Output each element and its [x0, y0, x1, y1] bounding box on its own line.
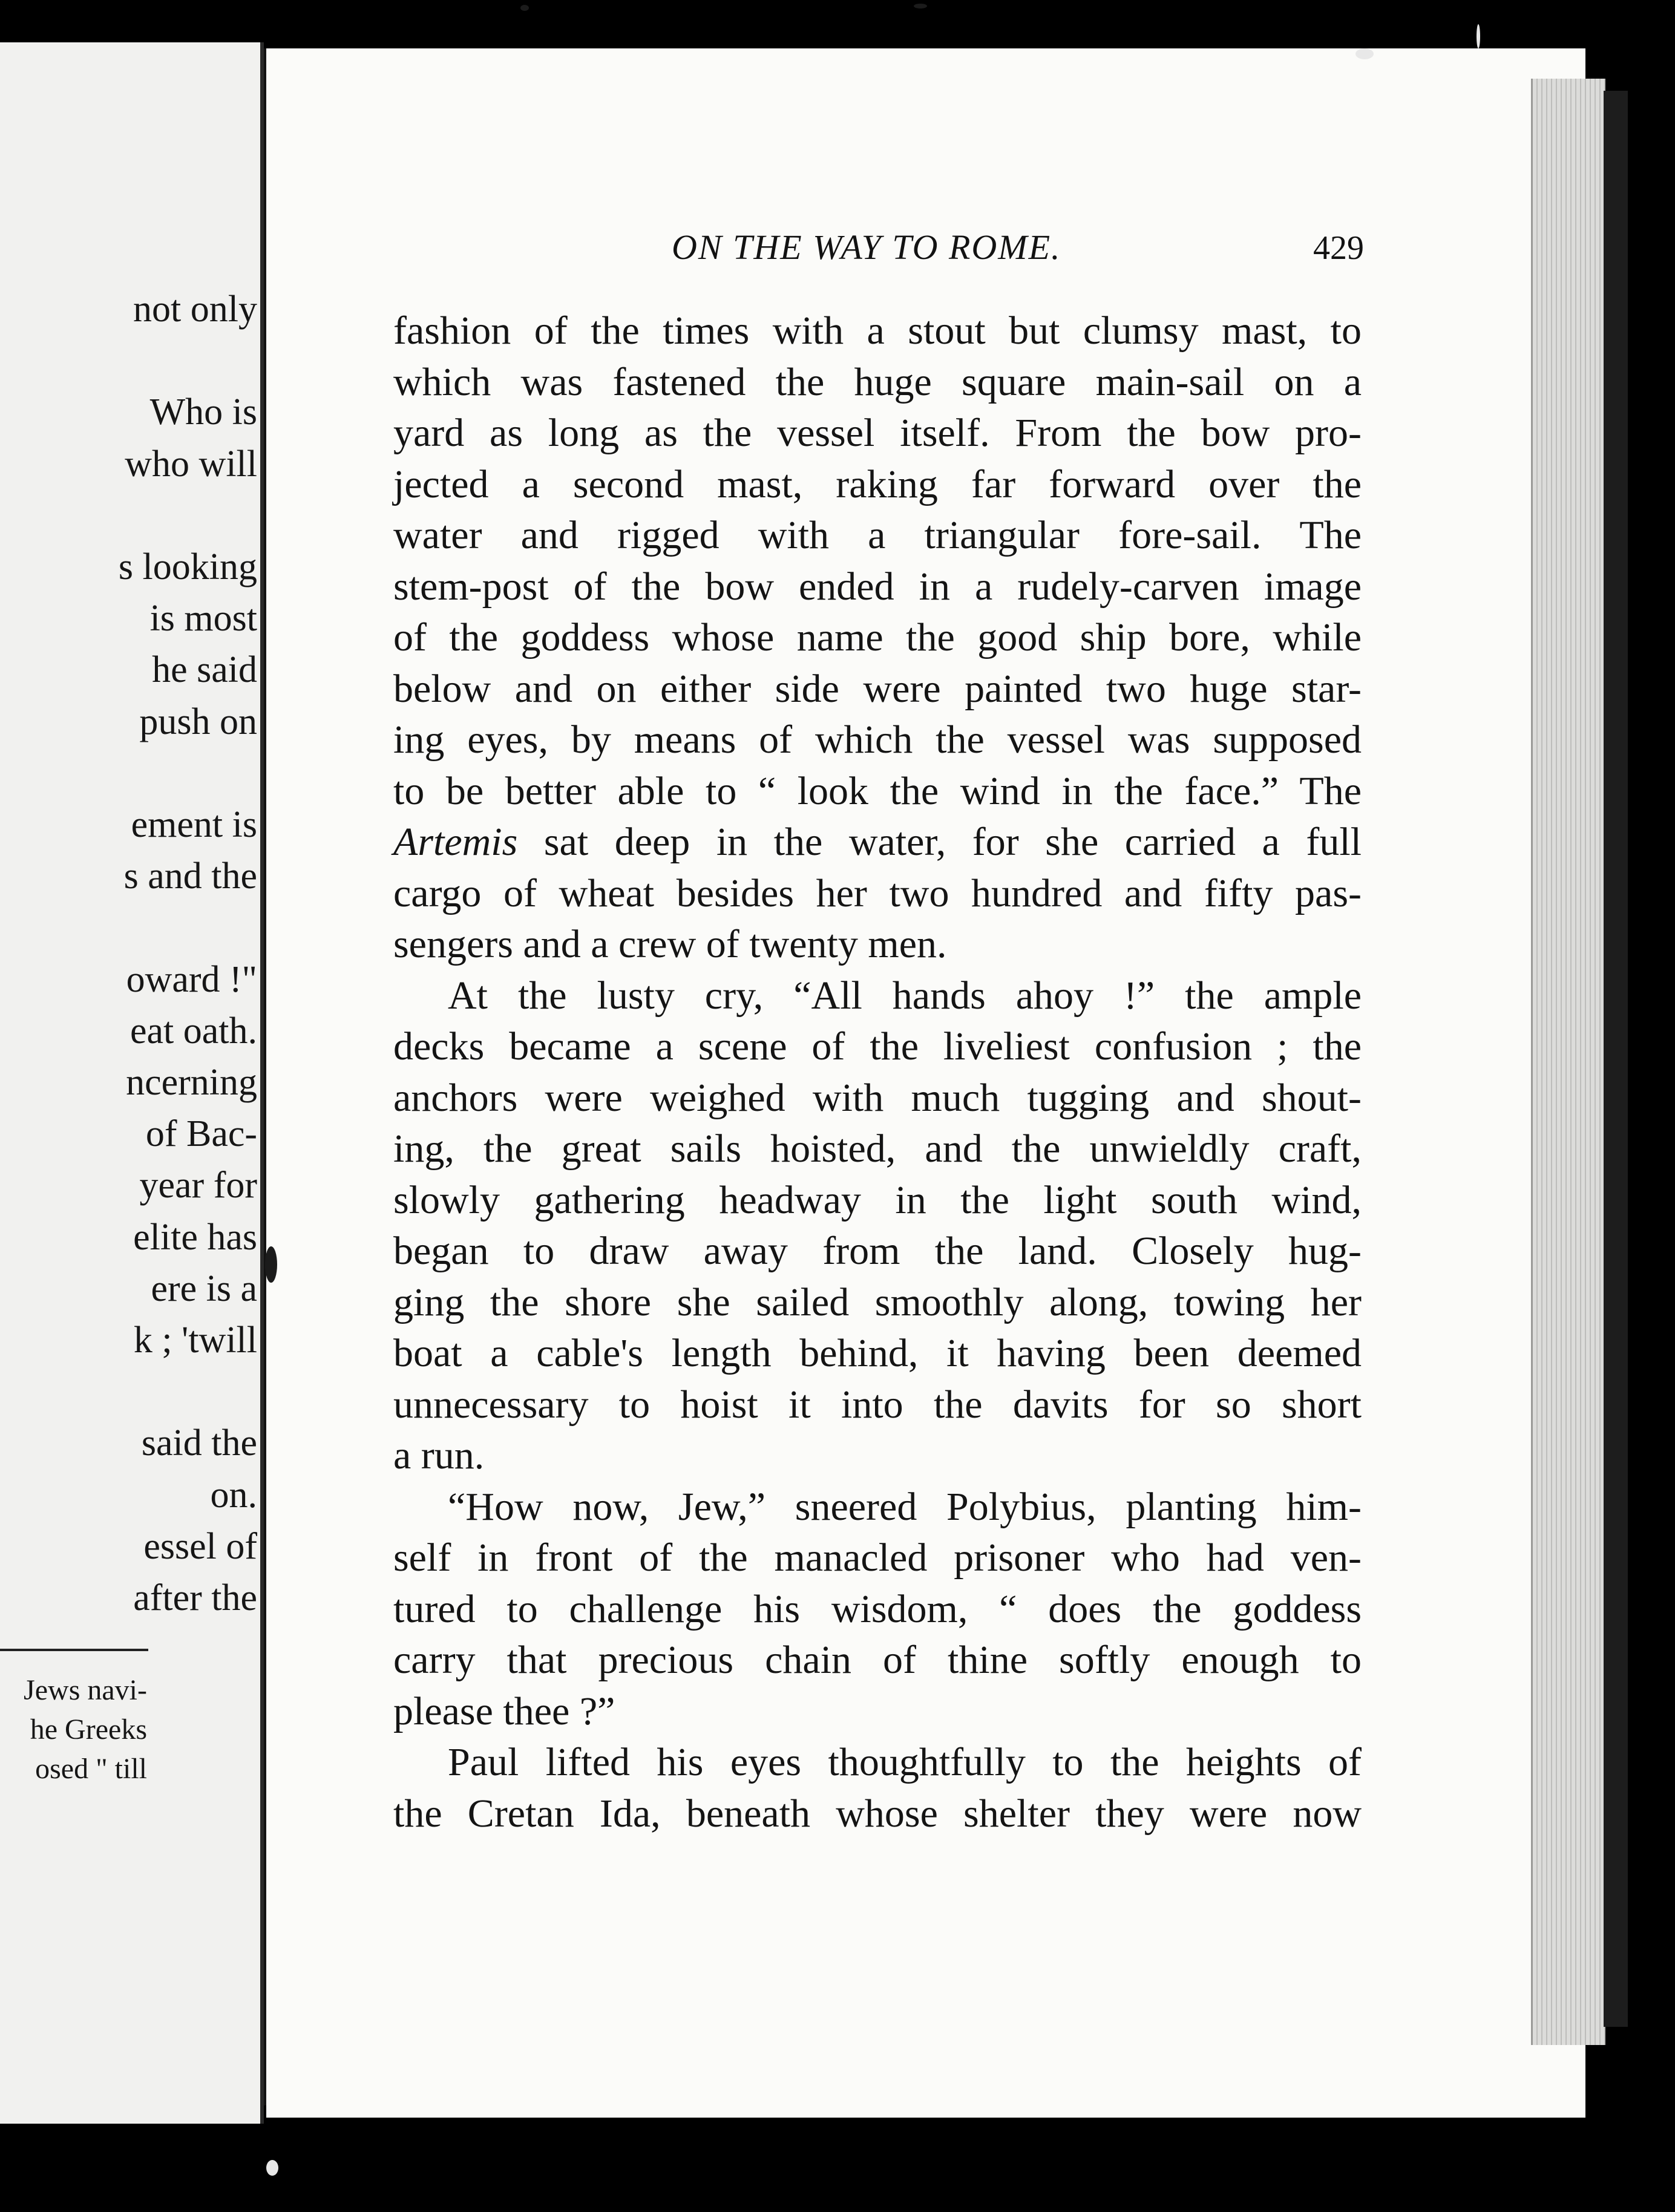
- scan-speck: [914, 4, 927, 8]
- text-line: ging the shore she sailed smoothly along, towing her: [393, 1280, 1362, 1324]
- previous-page-line: year for: [139, 1165, 257, 1206]
- previous-page-line: ncerning: [126, 1062, 257, 1103]
- text-line: the Cretan Ida, beneath whose shelter they were now: [393, 1791, 1362, 1836]
- text-line: stem-post of the bow ended in a rudely-carven image: [393, 564, 1362, 609]
- book-cover-edge: [1604, 91, 1628, 2027]
- previous-page-line: Who is: [149, 391, 257, 433]
- scan-speck: [266, 2160, 278, 2176]
- page-edge-stack: [1531, 79, 1605, 2045]
- paragraph-2: [393, 970, 1362, 1482]
- text-line: below and on either side were painted two huge star-: [393, 666, 1362, 711]
- paragraph-1: [393, 306, 1362, 970]
- text-line: slowly gathering headway in the light south wind,: [393, 1177, 1362, 1222]
- text-line: unnecessary to hoist it into the davits for so short: [393, 1382, 1362, 1427]
- previous-page-line: who will: [125, 443, 257, 485]
- text-line: decks became a scene of the liveliest confusion ; the: [393, 1024, 1362, 1068]
- italic-ship-name: Artemis: [393, 820, 518, 864]
- text-line: please thee ?”: [393, 1689, 615, 1733]
- text-line: to be better able to “ look the wind in the face.” The: [393, 768, 1362, 813]
- text-line: boat a cable's length behind, it having been deemed: [393, 1331, 1362, 1375]
- scan-speck: [265, 1246, 277, 1283]
- text-line-with-italic: [393, 817, 1362, 868]
- previous-page-line: eat oath.: [129, 1010, 257, 1052]
- text-line: cargo of wheat besides her two hundred and fifty pas-: [393, 871, 1362, 915]
- page-number: 429: [1313, 229, 1364, 267]
- text-line: anchors were weighed with much tugging and shout-: [393, 1075, 1362, 1120]
- previous-page-line: essel of: [143, 1525, 257, 1567]
- text-line: which was fastened the huge square main-sail on a: [393, 359, 1362, 404]
- previous-page-line: s looking: [118, 546, 257, 587]
- previous-page-footnote-line: osed " till: [35, 1753, 147, 1785]
- text-line: Paul lifted his eyes thoughtfully to the heights of: [448, 1740, 1362, 1784]
- previous-page-line: k ; 'twill: [133, 1320, 257, 1361]
- scan-speck: [1477, 24, 1480, 48]
- previous-page-line: s and the: [123, 856, 257, 897]
- scan-speck: [1355, 48, 1374, 59]
- body-text: [393, 306, 1362, 1839]
- previous-page-footnote-line: Jews navi-: [24, 1674, 147, 1706]
- text-line: sengers and a crew of twenty men.: [393, 922, 947, 966]
- text-line: carry that precious chain of thine softly enough to: [393, 1638, 1362, 1682]
- scan-speck: [520, 5, 529, 11]
- text-line: water and rigged with a triangular fore-sail. The: [393, 513, 1362, 557]
- previous-page-line: of Bac-: [145, 1113, 257, 1155]
- text-line: self in front of the manacled prisoner who had ven-: [393, 1536, 1362, 1580]
- text-line: fashion of the times with a stout but clumsy mast, to: [393, 309, 1362, 353]
- text-line: began to draw away from the land. Closely hug-: [393, 1229, 1362, 1273]
- text-line: At the lusty cry, “All hands ahoy !” the ample: [448, 973, 1362, 1018]
- previous-page-line: ement is: [131, 804, 257, 845]
- previous-page-line: on.: [210, 1474, 257, 1516]
- text-line-rest: sat deep in the water, for she carried a full: [543, 820, 1362, 864]
- previous-page-line: said the: [141, 1422, 257, 1464]
- running-head: ON THE WAY TO ROME.: [672, 227, 1061, 267]
- text-line: of the goddess whose name the good ship bore, while: [393, 615, 1362, 659]
- text-line: yard as long as the vessel itself. From the bow pro-: [393, 411, 1362, 455]
- previous-page-footnote-line: he Greeks: [30, 1713, 147, 1746]
- text-line: tured to challenge his wisdom, “ does the goddess: [393, 1586, 1362, 1631]
- previous-page-line: not only: [133, 289, 257, 330]
- previous-page-line: he said: [152, 649, 257, 691]
- previous-page-line: oward !": [126, 958, 257, 1000]
- paragraph-4: [393, 1737, 1362, 1839]
- text-line: jected a second mast, raking far forward over the: [393, 462, 1362, 506]
- text-line: a run.: [393, 1433, 485, 1477]
- text-line: ing eyes, by means of which the vessel was supposed: [393, 718, 1362, 762]
- previous-page-fragment: [0, 42, 264, 2124]
- previous-page-line: push on: [139, 701, 257, 742]
- previous-page-line: ere is a: [151, 1268, 257, 1309]
- text-line: “How now, Jew,” sneered Polybius, planting him-: [448, 1484, 1362, 1529]
- paragraph-3: [393, 1482, 1362, 1738]
- previous-page-line: is most: [149, 598, 257, 640]
- previous-page-line: elite has: [133, 1216, 257, 1258]
- text-line: ing, the great sails hoisted, and the unwieldly craft,: [393, 1127, 1362, 1171]
- footnote-rule: [0, 1649, 148, 1651]
- previous-page-line: after the: [133, 1577, 257, 1618]
